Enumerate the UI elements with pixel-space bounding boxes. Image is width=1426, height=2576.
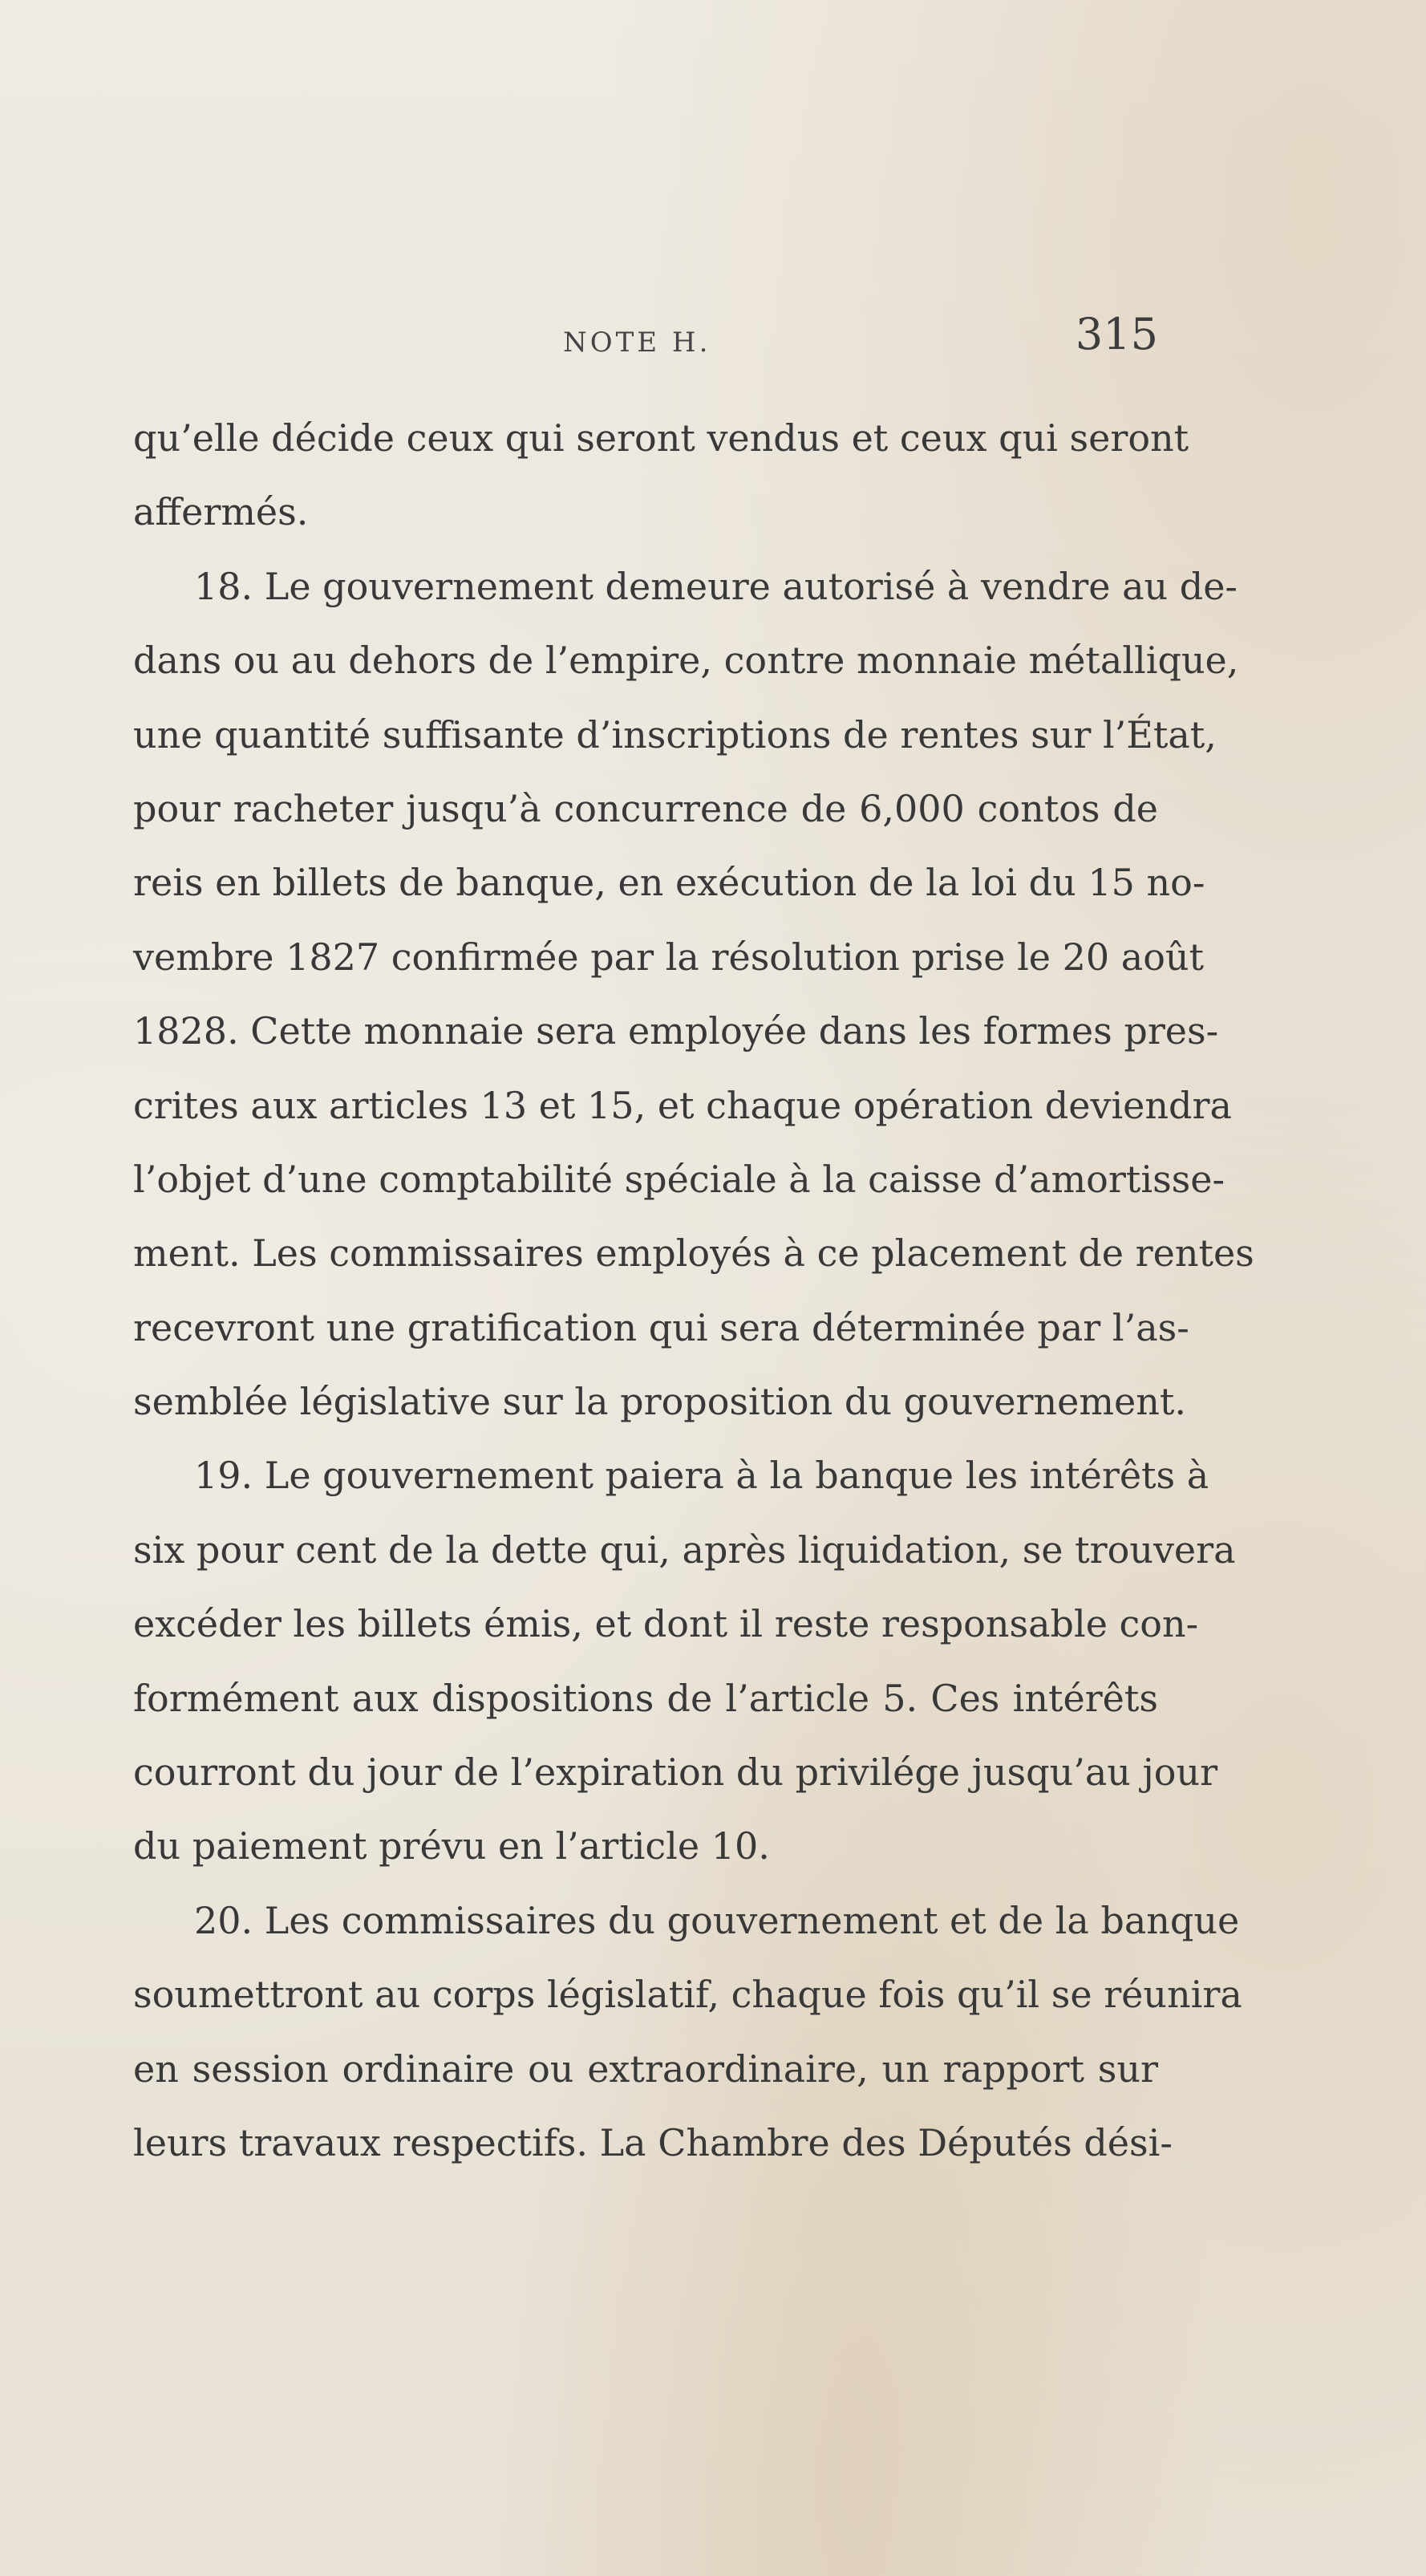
text-line: du paiement prévu en l’article 10. <box>133 1824 770 1868</box>
page-number: 315 <box>1075 309 1158 359</box>
text-line: ment. Les commissaires employés à ce placement de rentes <box>133 1231 1254 1276</box>
text-line: une quantité suffisante d’inscriptions de rentes sur l’État, <box>133 712 1217 757</box>
text-line: semblée législative sur la proposition du gouvernement. <box>133 1380 1186 1424</box>
text-line: six pour cent de la dette qui, après liquidation, se trouvera <box>133 1527 1236 1572</box>
text-line: reis en billets de banque, en exécution de la loi du 15 no- <box>133 861 1205 905</box>
article-18-first-line: 18. Le gouvernement demeure autorisé à vendre au de- <box>194 564 1238 608</box>
text-line: excéder les billets émis, et dont il reste responsable con- <box>133 1602 1199 1646</box>
text-line: crites aux articles 13 et 15, et chaque opération deviendra <box>133 1083 1232 1127</box>
body-text <box>133 401 1254 2180</box>
page-header <box>133 309 1158 373</box>
article-19-first-line: 19. Le gouvernement paiera à la banque les intérêts à <box>194 1454 1209 1498</box>
text-line: affermés. <box>133 490 309 534</box>
text-line: 1828. Cette monnaie sera employée dans les formes pres- <box>133 1009 1219 1053</box>
text-line: recevront une gratification qui sera déterminée par l’as- <box>133 1305 1189 1349</box>
text-line: qu’elle décide ceux qui seront vendus et ceux qui seront <box>133 416 1189 460</box>
text-line: pour racheter jusqu’à concurrence de 6,000 contos de <box>133 786 1158 830</box>
text-line: courront du jour de l’expiration du privilége jusqu’au jour <box>133 1750 1218 1795</box>
running-head: NOTE H. <box>563 327 711 359</box>
text-line: en session ordinaire ou extraordinaire, un rapport sur <box>133 2047 1158 2091</box>
text-line: leurs travaux respectifs. La Chambre des Députés dési- <box>133 2120 1173 2164</box>
text-line: soumettront au corps législatif, chaque fois qu’il se réunira <box>133 1973 1242 2017</box>
text-line: dans ou au dehors de l’empire, contre monnaie métallique, <box>133 639 1239 683</box>
article-20-first-line: 20. Les commissaires du gouvernement et de la banque <box>194 1898 1240 1942</box>
text-line: formément aux dispositions de l’article 5. Ces intérêts <box>133 1676 1158 1720</box>
text-line: l’objet d’une comptabilité spéciale à la caisse d’amortisse- <box>133 1157 1225 1201</box>
text-line: vembre 1827 confirmée par la résolution prise le 20 août <box>133 935 1205 979</box>
